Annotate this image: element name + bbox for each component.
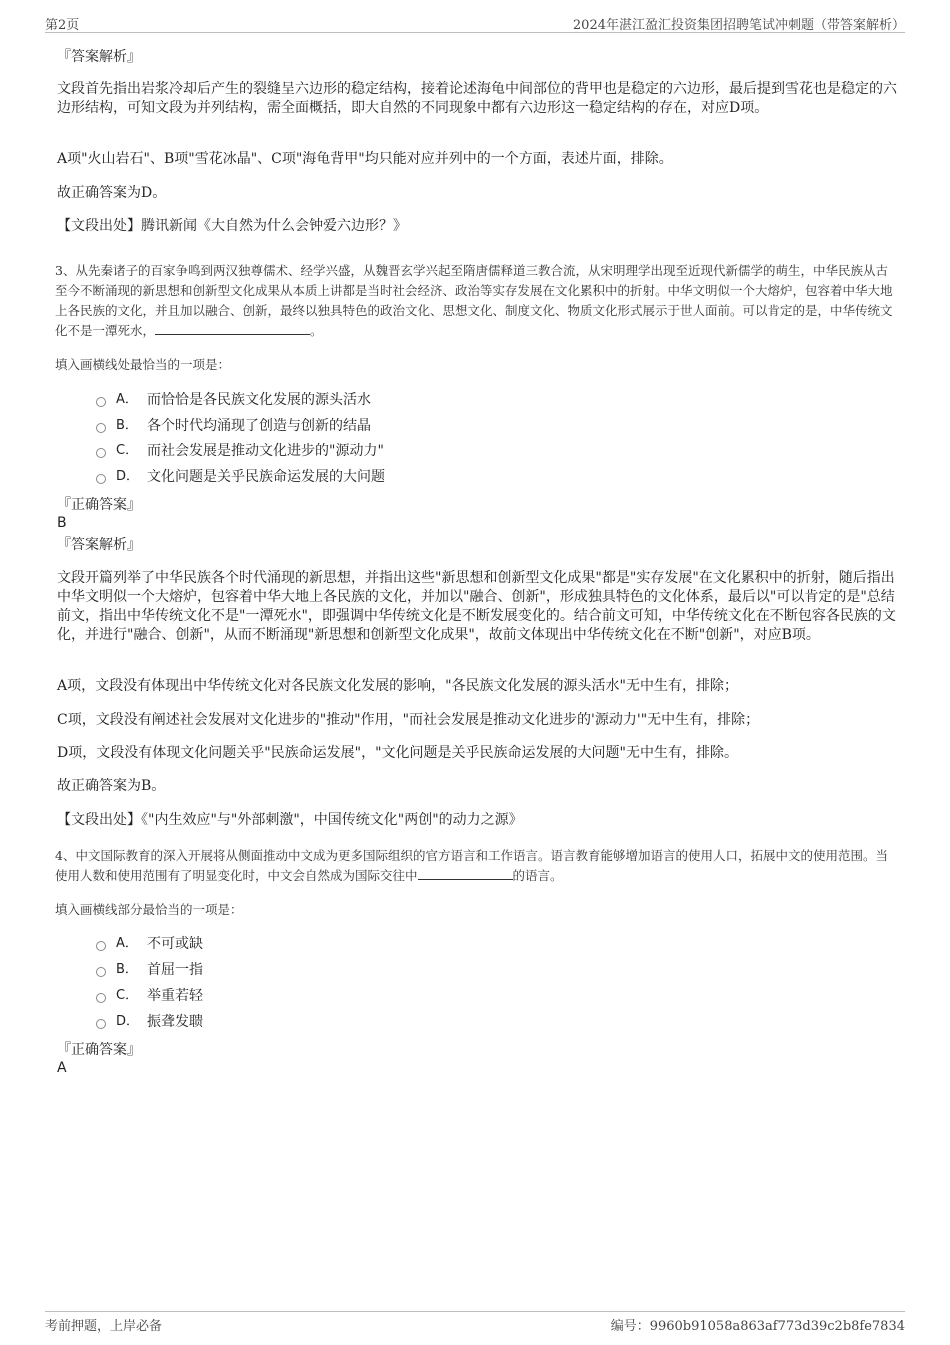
- exclusion-c: C项，文段没有阐述社会发展对文化进步的"推动"作用，"而社会发展是推动文化进步的'源动力'"无中生有，排除；: [57, 712, 760, 728]
- question-3-option-d[interactable]: [96, 467, 385, 487]
- radio-button[interactable]: [96, 941, 106, 951]
- option-letter: D．: [116, 1014, 140, 1029]
- radio-button[interactable]: [96, 1019, 106, 1029]
- document-id: 编号：9960b91058a863af773d39c2b8fe7834: [610, 1319, 905, 1334]
- question-3-stem-end: 。: [310, 323, 323, 338]
- analysis-paragraph: 文段开篇列举了中华民族各个时代涌现的新思想，并指出这些"新思想和创新型文化成果"都是"实存发展"在文化累积中的折射，随后指出中华文明似一个大熔炉，包容着中华大地上各民族的文化，并加以"融合、创新"，形成独具特色的文化体系，最后以"可以肯定的是"总结前文，指出中华传统文化不是"一潭死水"，即强调中华传统文化是不断发展变化的。结合前文可知，中华传统文化在不断包容各民族的文化，并进行"融合、创新"，从而不断涌现"新思想和创新型文化成果"，故前文体现出中华传统文化在不断"创新"，对应B项。: [57, 570, 896, 643]
- option-letter: A．: [116, 392, 138, 407]
- option-text: 各个时代均涌现了创造与创新的结晶: [147, 418, 371, 434]
- option-text: 文化问题是关乎民族命运发展的大问题: [147, 469, 385, 485]
- correct-answer-value: B: [57, 515, 67, 531]
- radio-button[interactable]: [96, 448, 106, 458]
- radio-button[interactable]: [96, 474, 106, 484]
- exclusion-paragraph: A项"火山岩石"、B项"雪花冰晶"、C项"海龟背甲"均只能对应并列中的一个方面，表述片面，排除。: [57, 151, 673, 167]
- question-4-option-a[interactable]: [96, 934, 203, 954]
- conclusion-paragraph: 故正确答案为D。: [57, 185, 167, 201]
- option-letter: A．: [116, 936, 138, 951]
- option-text: 不可或缺: [147, 936, 203, 952]
- question-4-blank: [418, 867, 513, 880]
- page-number: 第2页: [45, 18, 80, 33]
- correct-answer-value: A: [57, 1060, 67, 1076]
- document-title: 2024年湛江盈汇投资集团招聘笔试冲刺题（带答案解析）: [572, 18, 905, 33]
- exclusion-d: D项，文段没有体现文化问题关乎"民族命运发展"，"文化问题是关乎民族命运发展的大问题"无中生有，排除。: [57, 745, 738, 761]
- correct-answer-heading: 『正确答案』: [57, 497, 141, 513]
- radio-button[interactable]: [96, 967, 106, 977]
- footer-slogan: 考前押题，上岸必备: [45, 1319, 163, 1334]
- option-letter: B．: [116, 418, 138, 433]
- question-3-prompt: 填入画横线处最恰当的一项是：: [55, 357, 231, 372]
- option-text: 而社会发展是推动文化进步的"源动力": [147, 443, 384, 459]
- question-4-option-d[interactable]: [96, 1012, 203, 1032]
- question-3-option-a[interactable]: [96, 390, 371, 410]
- source-citation: 【文段出处】《"内生效应"与"外部刺激"，中国传统文化"两创"的动力之源》: [57, 812, 523, 828]
- question-4-stem: [55, 846, 900, 886]
- radio-button[interactable]: [96, 397, 106, 407]
- question-3-option-c[interactable]: [96, 441, 384, 461]
- option-letter: D．: [116, 469, 140, 484]
- radio-button[interactable]: [96, 993, 106, 1003]
- correct-answer-heading: 『正确答案』: [57, 1042, 141, 1058]
- question-4-stem-end: 的语言。: [512, 868, 563, 883]
- source-citation: 【文段出处】腾讯新闻《大自然为什么会钟爱六边形？》: [57, 218, 407, 234]
- question-4-option-c[interactable]: [96, 986, 203, 1006]
- question-4-option-b[interactable]: [96, 960, 203, 980]
- question-3-stem: [55, 261, 900, 341]
- option-letter: C．: [116, 988, 139, 1003]
- analysis-heading: 『答案解析』: [57, 49, 141, 65]
- option-letter: C．: [116, 443, 139, 458]
- page-footer: [45, 1311, 905, 1332]
- analysis-heading: 『答案解析』: [57, 537, 141, 553]
- option-text: 举重若轻: [147, 988, 203, 1004]
- question-3-stem-text: 3、从先秦诸子的百家争鸣到两汉独尊儒术、经学兴盛，从魏晋玄学兴起至隋唐儒释道三教合流，从宋明理学出现至近现代新儒学的萌生，中华民族从古至今不断涌现的新思想和创新型文化成果从本质上讲都是当时社会经济、政治等实存发展在文化累积中的折射。中华文明似一个大熔炉，包容着中华大地上各民族的文化，并且加以融合、创新，最终以独具特色的政治文化、思想文化、制度文化、物质文化形式展示于世人面前。可以肯定的是，中华传统文化不是一潭死水，: [55, 263, 893, 338]
- radio-button[interactable]: [96, 423, 106, 433]
- page-header: [45, 14, 905, 33]
- exclusion-a: A项，文段没有体现出中华传统文化对各民族文化发展的影响，"各民族文化发展的源头活水"无中生有，排除；: [57, 678, 738, 694]
- option-text: 而恰恰是各民族文化发展的源头活水: [147, 392, 371, 408]
- question-3-option-b[interactable]: [96, 416, 371, 436]
- question-4-stem-text: 4、中文国际教育的深入开展将从侧面推动中文成为更多国际组织的官方语言和工作语言。语言教育能够增加语言的使用人口，拓展中文的使用范围。当使用人数和使用范围有了明显变化时，中文会自然成为国际交往中: [55, 848, 888, 883]
- option-letter: B．: [116, 962, 138, 977]
- conclusion-paragraph: 故正确答案为B。: [57, 778, 166, 794]
- analysis-paragraph: 文段首先指出岩浆冷却后产生的裂缝呈六边形的稳定结构，接着论述海龟中间部位的背甲也是稳定的六边形，最后提到雪花也是稳定的六边形结构，可知文段为并列结构，需全面概括，即大自然的不同现象中都有六边形这一稳定结构的存在，对应D项。: [57, 81, 897, 116]
- option-text: 首屈一指: [147, 962, 203, 978]
- question-3-blank: [155, 322, 310, 335]
- option-text: 振聋发聩: [147, 1014, 203, 1030]
- question-4-prompt: 填入画横线部分最恰当的一项是：: [55, 902, 243, 917]
